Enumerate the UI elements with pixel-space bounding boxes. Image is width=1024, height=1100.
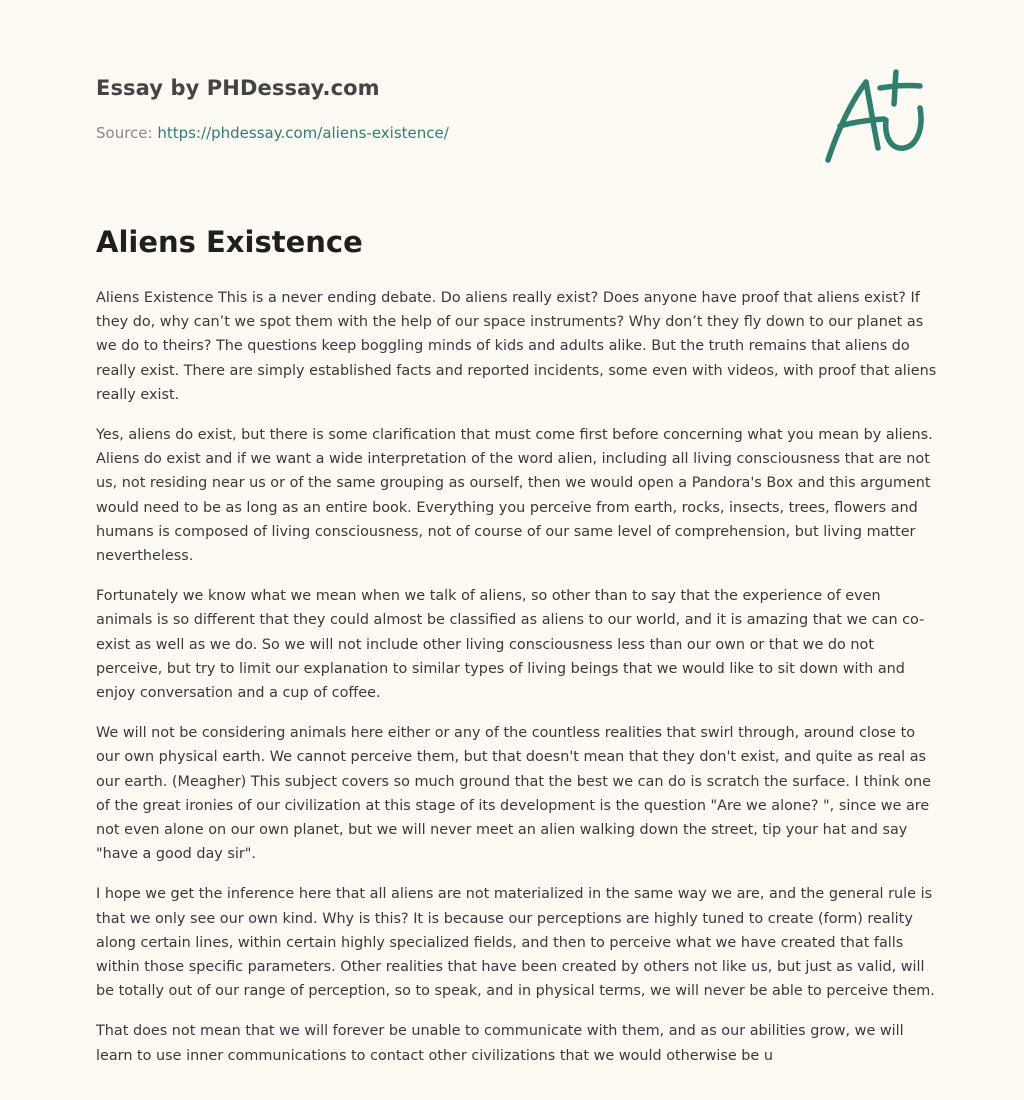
essay-paragraph: I hope we get the inference here that all aliens are not materialized in the same way we are, and the general rule is that we only see our own kind. Why is this? It is because our perceptions are highly tuned to create (form) reality along certain lines, within certain highly specialized fields, and then to perceive what we have created that falls within those specific parameters. Other realities that have been created by others not like us, but just as valid, will be totally out of our range of perception, so to speak, and in physical terms, we will never be able to perceive them.: [96, 886, 935, 1000]
essay-paragraph: We will not be considering animals here either or any of the countless realities that swirl through, around close to our own physical earth. We cannot perceive them, but that doesn't mean that they don't exist, and quite as real as our earth. (Meagher) This subject covers so much ground that the best we can do is scratch the surface. I think one of the great ironies of our civilization at this stage of its development is the question "Are we alone? ", since we are not even alone on our own planet, but we will never meet an alien walking down the street, tip your hat and say "have a good day sir".: [96, 725, 931, 863]
essay-title: Aliens Existence: [96, 225, 363, 259]
essay-page: [96, 0, 937, 1064]
source-label: Source:: [96, 124, 153, 142]
site-brand: Essay by PHDessay.com: [96, 76, 380, 100]
a-plus-grade-logo-icon: [820, 64, 932, 168]
essay-paragraph: That does not mean that we will forever be unable to communicate with them, and as our abilities grow, we will learn to use inner communications to contact other civilizations that we would otherwise be u: [96, 1023, 904, 1064]
page-header: [96, 0, 936, 200]
essay-paragraph: Fortunately we know what we mean when we talk of aliens, so other than to say that the experience of even animals is so different that they could almost be classified as aliens to our world, and it is amazing that we can co-exist as well as we do. So we will not include other living consciousness less than our own or that we do not perceive, but try to limit our explanation to similar types of living beings that we would like to sit down with and enjoy conversation and a cup of coffee.: [96, 588, 925, 702]
essay-paragraph: Aliens Existence This is a never ending debate. Do aliens really exist? Does anyone have proof that aliens exist? If they do, why can’t we spot them with the help of our space instruments? Why don’t they fly down to our planet as we do to theirs? The questions keep boggling minds of kids and adults alike. But the truth remains that aliens do really exist. There are simply established facts and reported incidents, some even with videos, with proof that aliens really exist.: [96, 290, 937, 403]
essay-body: [96, 286, 938, 1084]
source-line: [96, 124, 449, 142]
essay-paragraph: Yes, aliens do exist, but there is some clarification that must come first before concerning what you mean by aliens. Aliens do exist and if we want a wide interpretation of the word alien, including all living consciousness that are not us, not residing near us or of the same grouping as ourself, then we would open a Pandora's Box and this argument would need to be as long as an entire book. Everything you perceive from earth, rocks, insects, trees, flowers and humans is composed of living consciousness, not of course of our same level of comprehension, but living matter nevertheless.: [96, 427, 933, 565]
source-link[interactable]: https://phdessay.com/aliens-existence/: [157, 124, 449, 142]
